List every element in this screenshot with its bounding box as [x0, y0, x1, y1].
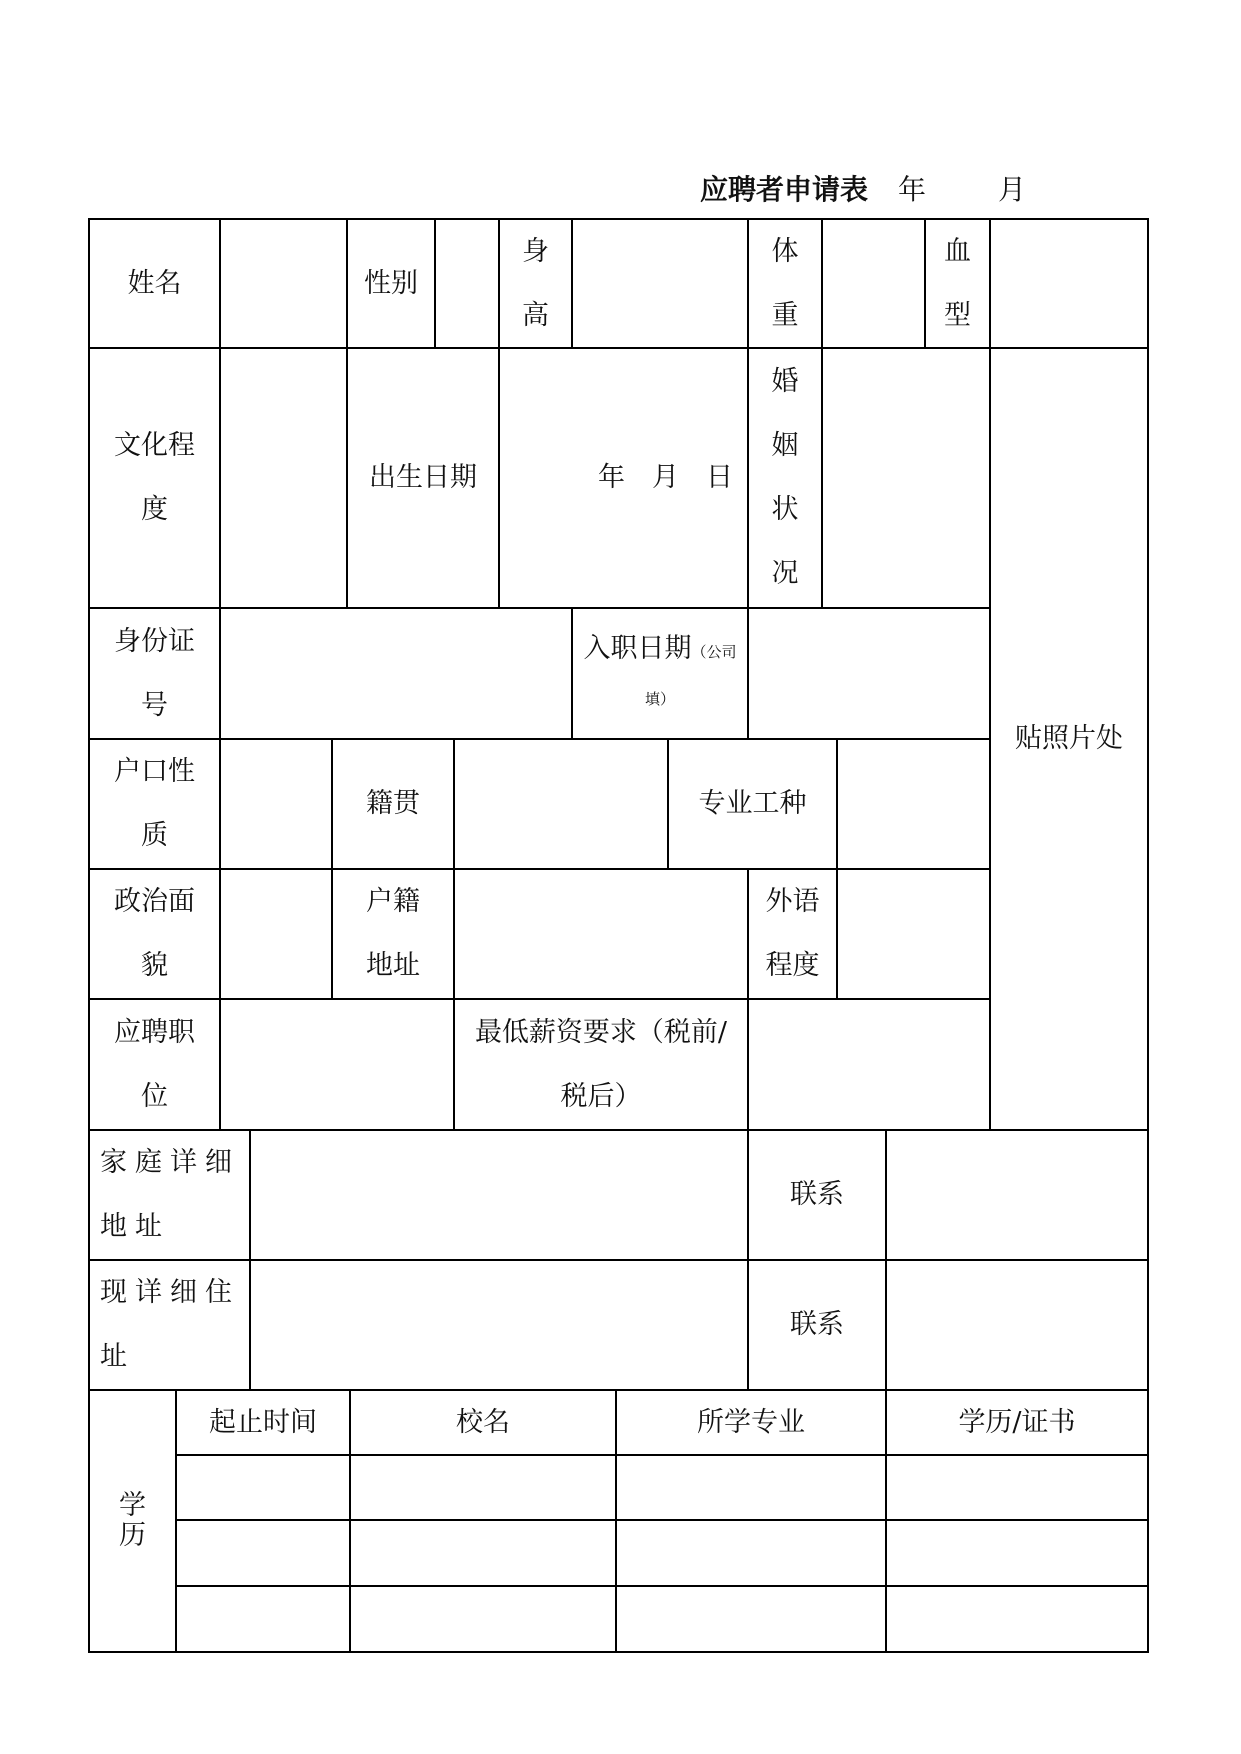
edu-row1-school[interactable] — [349, 1454, 617, 1521]
political-status-field[interactable] — [219, 868, 333, 1000]
home-address-field[interactable] — [249, 1129, 749, 1261]
edu-row2-degree[interactable] — [885, 1519, 1149, 1587]
edu-row1-period[interactable] — [175, 1454, 351, 1521]
home-address-label: 家庭详细地址 — [88, 1129, 251, 1261]
edu-row1-degree[interactable] — [885, 1454, 1149, 1521]
edu-header-major: 所学专业 — [615, 1389, 887, 1456]
edu-row2-major[interactable] — [615, 1519, 887, 1587]
blood-type-label: 血型 — [924, 218, 991, 349]
position-label: 应聘职位 — [88, 998, 221, 1131]
household-address-label: 户籍地址 — [331, 868, 455, 1000]
native-place-field[interactable] — [453, 738, 669, 870]
edu-row2-school[interactable] — [349, 1519, 617, 1587]
current-address-field[interactable] — [249, 1259, 749, 1391]
edu-row2-period[interactable] — [175, 1519, 351, 1587]
height-field[interactable] — [571, 218, 749, 349]
birth-date-field[interactable]: 年 月 日 — [498, 347, 749, 609]
gender-field[interactable] — [434, 218, 500, 349]
height-label: 身高 — [498, 218, 573, 349]
name-label: 姓名 — [88, 218, 221, 349]
household-type-field[interactable] — [219, 738, 333, 870]
name-field[interactable] — [219, 218, 348, 349]
join-date-note: （公司填） — [644, 642, 737, 708]
edu-header-degree: 学历/证书 — [885, 1389, 1149, 1456]
birth-date-label: 出生日期 — [346, 347, 500, 609]
specialty-field[interactable] — [836, 738, 991, 870]
blood-type-field[interactable] — [989, 218, 1149, 349]
join-date-field[interactable] — [747, 607, 991, 740]
edu-row1-major[interactable] — [615, 1454, 887, 1521]
join-date-label — [571, 607, 749, 740]
current-contact-label: 联系 — [747, 1259, 887, 1391]
id-number-label: 身份证号 — [88, 607, 221, 740]
edu-row3-period[interactable] — [175, 1585, 351, 1653]
marital-status-field[interactable] — [821, 347, 991, 609]
salary-label: 最低薪资要求（税前/税后） — [453, 998, 749, 1131]
marital-status-label: 婚姻状况 — [747, 347, 823, 609]
household-address-field[interactable] — [453, 868, 749, 1000]
household-type-label: 户口性质 — [88, 738, 221, 870]
home-contact-label: 联系 — [747, 1129, 887, 1261]
education-level-label: 文化程度 — [88, 347, 221, 609]
form-heading: 应聘者申请表 — [700, 173, 869, 206]
edu-row3-degree[interactable] — [885, 1585, 1149, 1653]
weight-label: 体重 — [747, 218, 823, 349]
salary-field[interactable] — [747, 998, 991, 1131]
gender-label: 性别 — [346, 218, 436, 349]
edu-header-period: 起止时间 — [175, 1389, 351, 1456]
title-year: 年 — [898, 173, 927, 206]
specialty-label: 专业工种 — [667, 738, 838, 870]
edu-row3-school[interactable] — [349, 1585, 617, 1653]
political-status-label: 政治面貌 — [88, 868, 221, 1000]
education-level-field[interactable] — [219, 347, 348, 609]
edu-header-school: 校名 — [349, 1389, 617, 1456]
education-section-label: 学历 — [88, 1389, 177, 1653]
weight-field[interactable] — [821, 218, 926, 349]
join-date-text: 入职日期 — [583, 632, 692, 664]
language-level-label: 外语程度 — [747, 868, 838, 1000]
native-place-label: 籍贯 — [331, 738, 455, 870]
position-field[interactable] — [219, 998, 455, 1131]
current-address-label: 现详细住址 — [88, 1259, 251, 1391]
language-level-field[interactable] — [836, 868, 991, 1000]
current-contact-field[interactable] — [885, 1259, 1149, 1391]
edu-row3-major[interactable] — [615, 1585, 887, 1653]
title-month: 月 — [998, 173, 1027, 206]
form-title — [700, 168, 1026, 208]
home-contact-field[interactable] — [885, 1129, 1149, 1261]
photo-placeholder[interactable]: 贴照片处 — [989, 347, 1149, 1131]
id-number-field[interactable] — [219, 607, 573, 740]
